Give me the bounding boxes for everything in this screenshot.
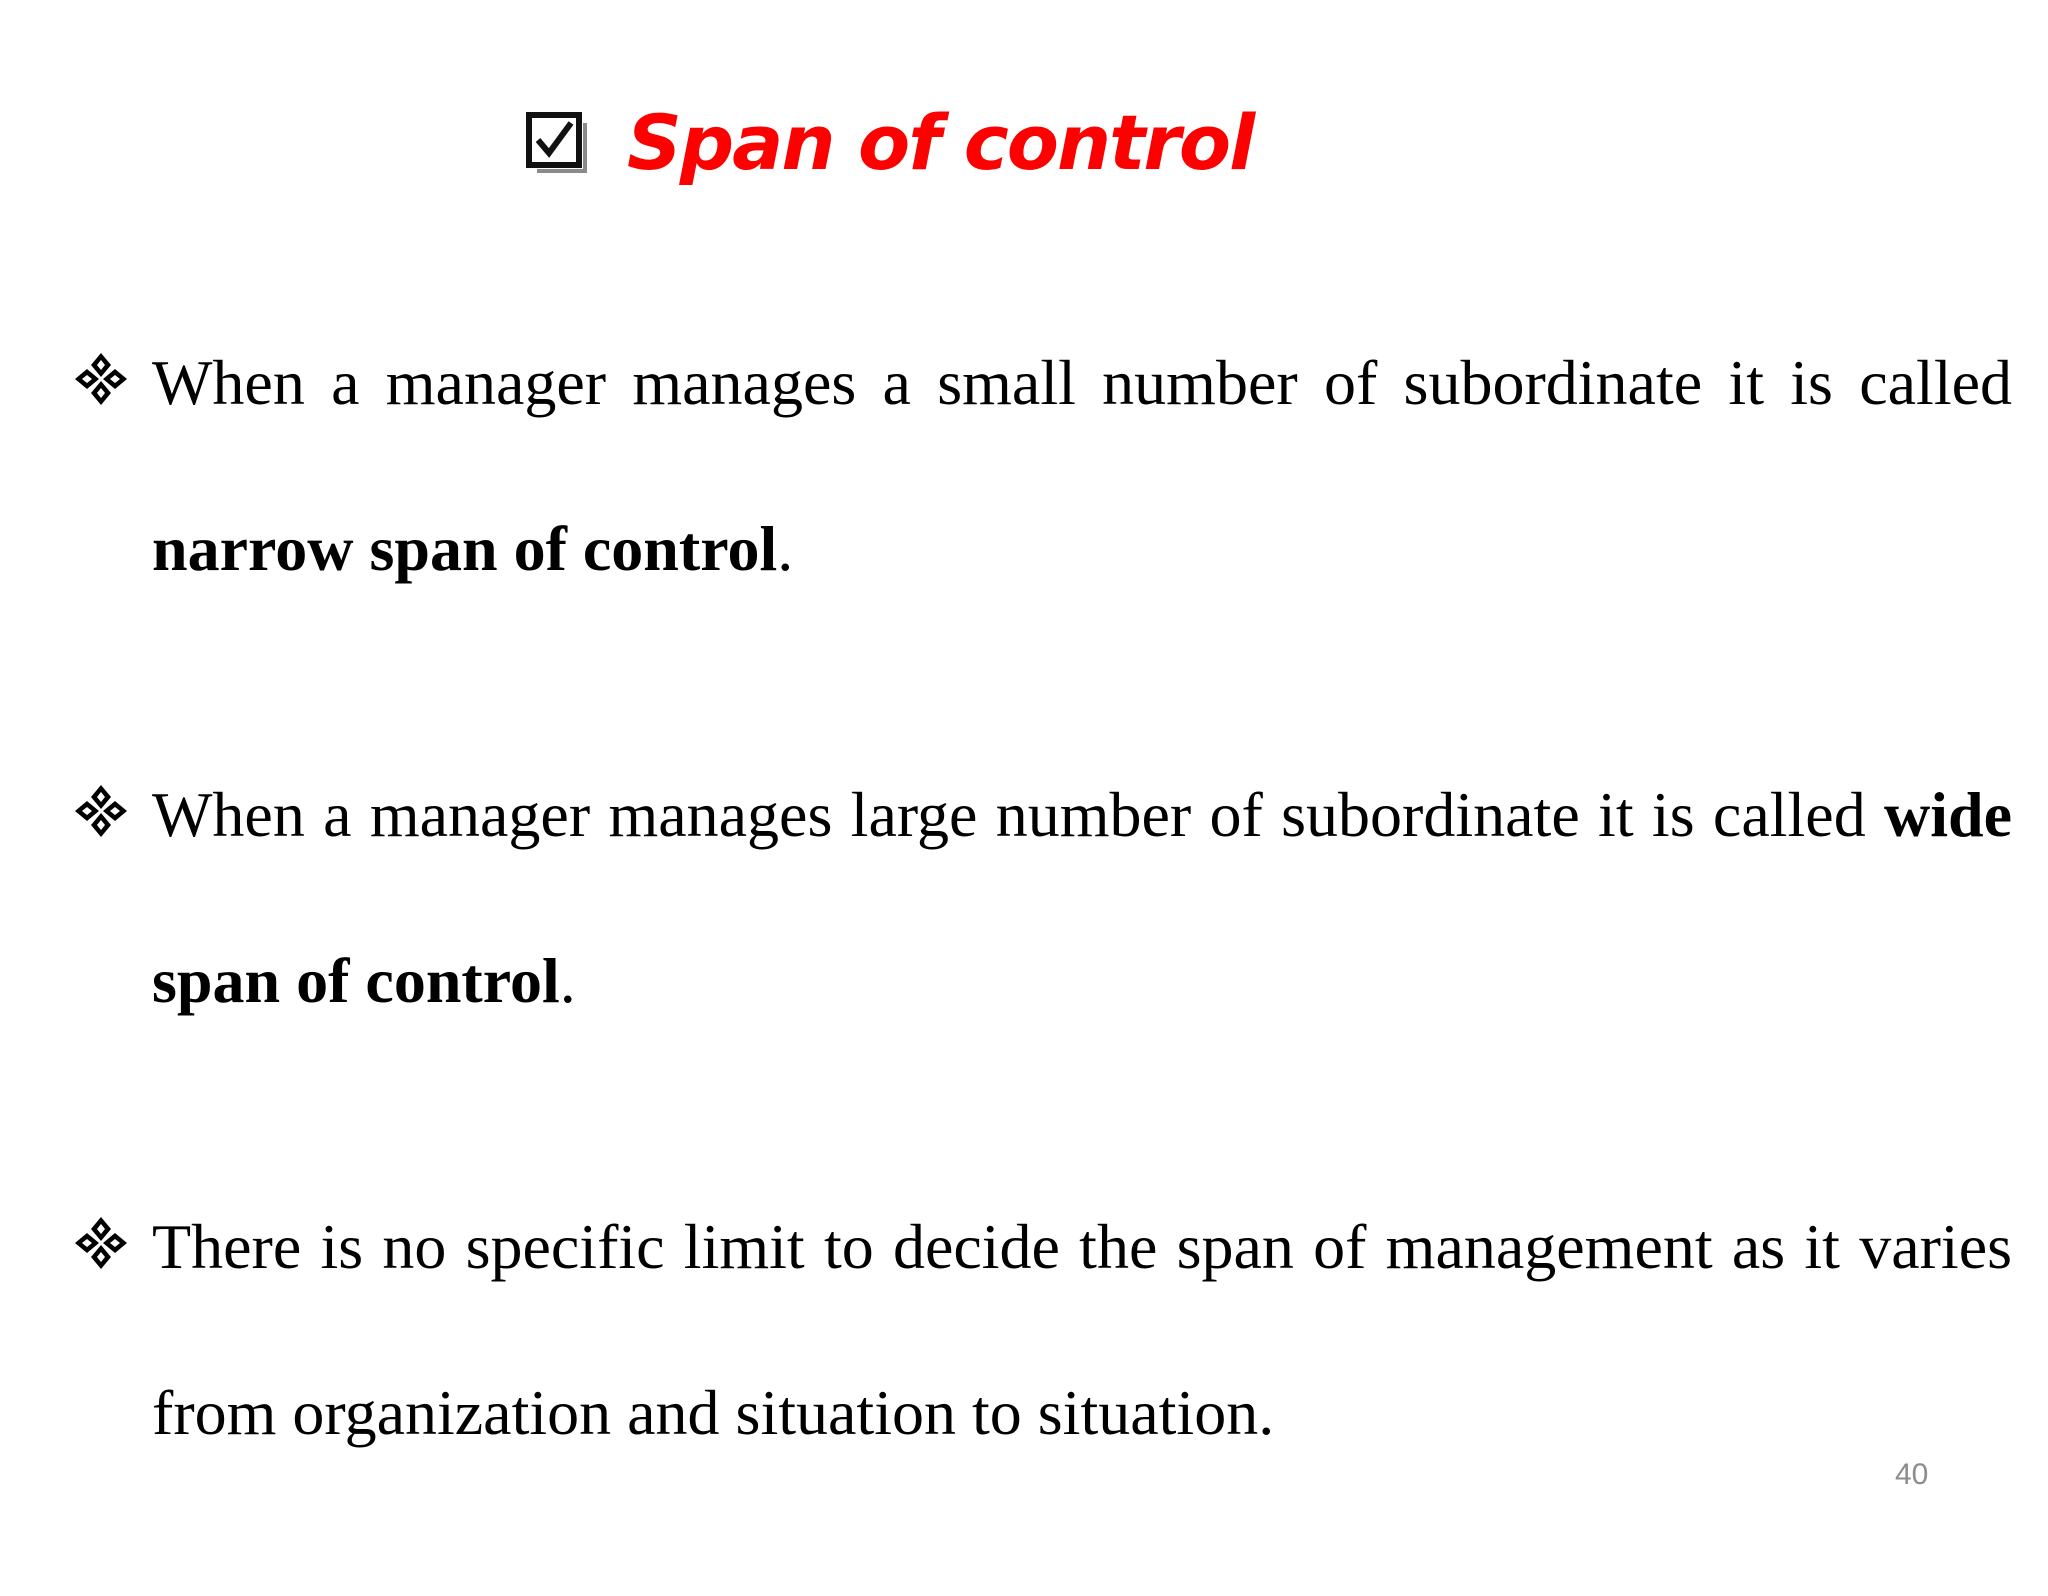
bullet-bold-term: wide span of control [152,779,2012,1016]
bullet-text-part: When a manager manages a small number of subordinate it is called [152,347,2012,418]
bullet-text-end: . [559,945,576,1016]
four-diamond-bullet-icon [72,350,130,408]
title-row [525,92,1253,192]
bullet-text-part: When a manager manages large number of subordinate it is called [152,779,1884,850]
page-number: 40 [1895,1458,1929,1491]
bullet-text [152,1164,2012,1496]
bullet-text [152,300,2012,632]
bullet-item [72,300,2012,632]
checkbox-checked-icon [525,111,587,173]
bullet-text-end: . [777,513,794,584]
bullet-text [152,732,2012,1064]
four-diamond-bullet-icon [72,782,130,840]
bullet-item [72,1164,2012,1496]
bullet-text-part: There is no specific limit to decide the span of management as it varies from organization and situation to situation. [152,1211,2012,1448]
bullet-list [72,300,2012,1596]
bullet-item [72,732,2012,1064]
slide-title: Span of control [627,97,1254,187]
four-diamond-bullet-icon [72,1214,130,1272]
bullet-bold-term: narrow span of control [152,513,778,584]
